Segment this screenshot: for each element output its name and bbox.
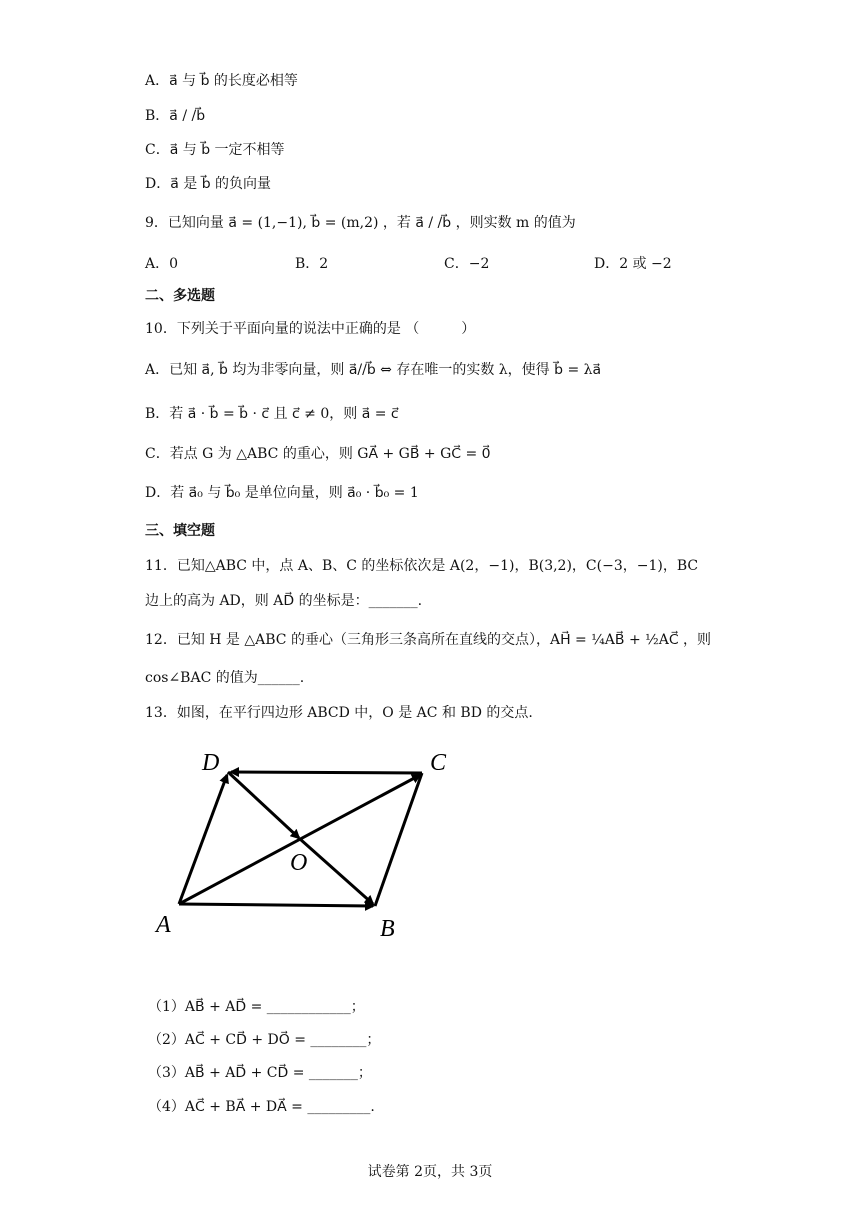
q13-stem: 13．如图，在平行四边形 ABCD 中，O 是 AC 和 BD 的交点. xyxy=(145,705,533,721)
q9-option-a: A．0 xyxy=(145,256,179,272)
q8-option-a: A．a⃗ 与 b⃗ 的长度必相等 xyxy=(145,73,298,89)
q8-option-b: B．a⃗ / /b⃗ xyxy=(145,108,206,124)
label-b: B xyxy=(380,916,395,942)
q8-option-c: C．a⃗ 与 b⃗ 一定不相等 xyxy=(145,142,285,158)
q8-option-d: D．a⃗ 是 b⃗ 的负向量 xyxy=(145,176,272,192)
q9-option-d: D．2 或 −2 xyxy=(594,256,672,272)
q13-part-4: （4）AC⃗ + BA⃗ + DA⃗ = _________. xyxy=(148,1099,375,1115)
label-a: A xyxy=(156,912,171,938)
q11-line1: 11．已知△ABC 中，点 A、B、C 的坐标依次是 A(2，−1)，B(3,2)，C(−3，−1)，BC xyxy=(145,558,699,574)
label-d: D xyxy=(202,750,220,776)
q10-option-b: B．若 a⃗ · b⃗ = b⃗ · c⃗ 且 c⃗ ≠ 0，则 a⃗ = c⃗ xyxy=(145,406,399,422)
q12-line2: cos∠BAC 的值为______. xyxy=(145,670,305,686)
edge-ad xyxy=(179,775,227,904)
q10-option-a: A．已知 a⃗, b⃗ 均为非零向量，则 a⃗//b⃗ ⇔ 存在唯一的实数 λ，使得 b⃗ = λa⃗ xyxy=(145,362,602,378)
q11-line2: 边上的高为 AD，则 AD⃗ 的坐标是：_______. xyxy=(145,593,423,609)
label-c: C xyxy=(430,750,447,776)
section-multi-choice: 二、多选题 xyxy=(145,288,215,304)
q9-stem: 9．已知向量 a⃗ = (1,−1), b⃗ = (m,2) ，若 a⃗ / /b⃗ ，则实数 m 的值为 xyxy=(145,215,576,231)
q10-stem: 10．下列关于平面向量的说法中正确的是 （ ） xyxy=(145,321,476,337)
segment-do xyxy=(228,772,299,838)
edge-cd xyxy=(231,772,422,773)
edge-bc xyxy=(375,773,422,906)
q13-part-3: （3）AB⃗ + AD⃗ + CD⃗ = _______； xyxy=(148,1065,372,1081)
q12-line1: 12．已知 H 是 △ABC 的垂心（三角形三条高所在直线的交点），AH⃗ = ¼AB⃗ + ½AC⃗ ，则 xyxy=(145,632,712,648)
q10-option-c: C．若点 G 为 △ABC 的重心，则 GA⃗ + GB⃗ + GC⃗ = 0⃗ xyxy=(145,446,491,462)
q13-part-2: （2）AC⃗ + CD⃗ + DO⃗ = ________； xyxy=(148,1032,381,1048)
label-o: O xyxy=(290,850,308,876)
parallelogram-figure xyxy=(150,742,470,947)
section-fill-in: 三、填空题 xyxy=(145,523,215,539)
page-footer: 试卷第 2页，共 3页 xyxy=(367,1164,493,1180)
q10-option-d: D．若 a⃗₀ 与 b⃗₀ 是单位向量，则 a⃗₀ · b⃗₀ = 1 xyxy=(145,485,419,501)
edge-ab xyxy=(179,904,373,906)
q13-part-1: （1）AB⃗ + AD⃗ = ____________； xyxy=(148,999,365,1015)
q9-option-b: B．2 xyxy=(295,256,329,272)
q9-option-c: C．−2 xyxy=(444,256,490,272)
segment-ob xyxy=(300,839,373,904)
